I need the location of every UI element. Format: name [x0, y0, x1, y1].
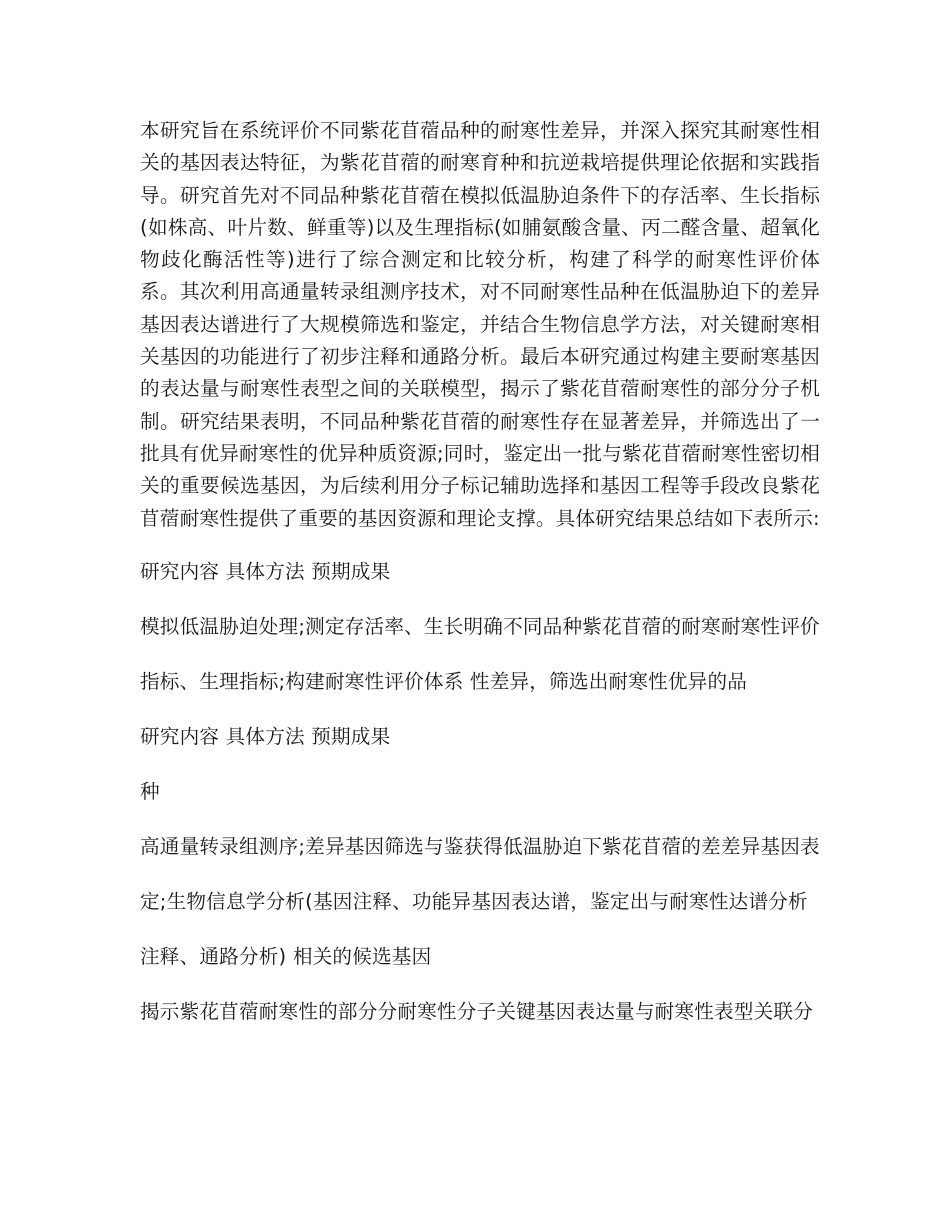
table-line: 定;生物信息学分析(基因注释、功能异基因表达谱，鉴定出与耐寒性达谱分析 [140, 889, 808, 913]
table-line: 指标、生理指标;构建耐寒性评价体系 性差异，筛选出耐寒性优异的品 [140, 669, 748, 693]
table-line: 揭示紫花苜蓿耐寒性的部分分耐寒性分子关键基因表达量与耐寒性表型关联分 [140, 999, 813, 1023]
document-page [140, 115, 820, 1051]
table-text-lines [140, 556, 820, 1027]
table-line: 种 [140, 779, 160, 803]
table-line: 研究内容 具体方法 预期成果 [140, 724, 391, 748]
table-line: 高通量转录组测序;差异基因筛选与鉴获得低温胁迫下紫花苜蓿的差差异基因表 [140, 834, 820, 858]
table-line: 研究内容 具体方法 预期成果 [140, 559, 391, 583]
table-line: 模拟低温胁迫处理;测定存活率、生长明确不同品种紫花苜蓿的耐寒耐寒性评价 [140, 614, 820, 638]
table-line: 注释、通路分析) 相关的候选基因 [140, 944, 432, 968]
intro-paragraph: 本研究旨在系统评价不同紫花苜蓿品种的耐寒性差异，并深入探究其耐寒性相关的基因表达特征，为紫花苜蓿的耐寒育种和抗逆栽培提供理论依据和实践指导。研究首先对不同品种紫花苜蓿在模拟低温胁迫条件下的存活率、生长指标(如株高、叶片数、鲜重等)以及生理指标(如脯氨酸含量、丙二醛含量、超氧化物歧化酶活性等)进行了综合测定和比较分析，构建了科学的耐寒性评价体系。其次利用高通量转录组测序技术，对不同耐寒性品种在低温胁迫下的差异基因表达谱进行了大规模筛选和鉴定，并结合生物信息学方法，对关键耐寒相关基因的功能进行了初步注释和通路分析。最后本研究通过构建主要耐寒基因的表达量与耐寒性表型之间的关联模型，揭示了紫花苜蓿耐寒性的部分分子机制。研究结果表明，不同品种紫花苜蓿的耐寒性存在显著差异，并筛选出了一批具有优异耐寒性的优异种质资源;同时，鉴定出一批与紫花苜蓿耐寒性密切相关的重要候选基因，为后续利用分子标记辅助选择和基因工程等手段改良紫花苜蓿耐寒性提供了重要的基因资源和理论支撑。具体研究结果总结如下表所示: [140, 119, 820, 530]
